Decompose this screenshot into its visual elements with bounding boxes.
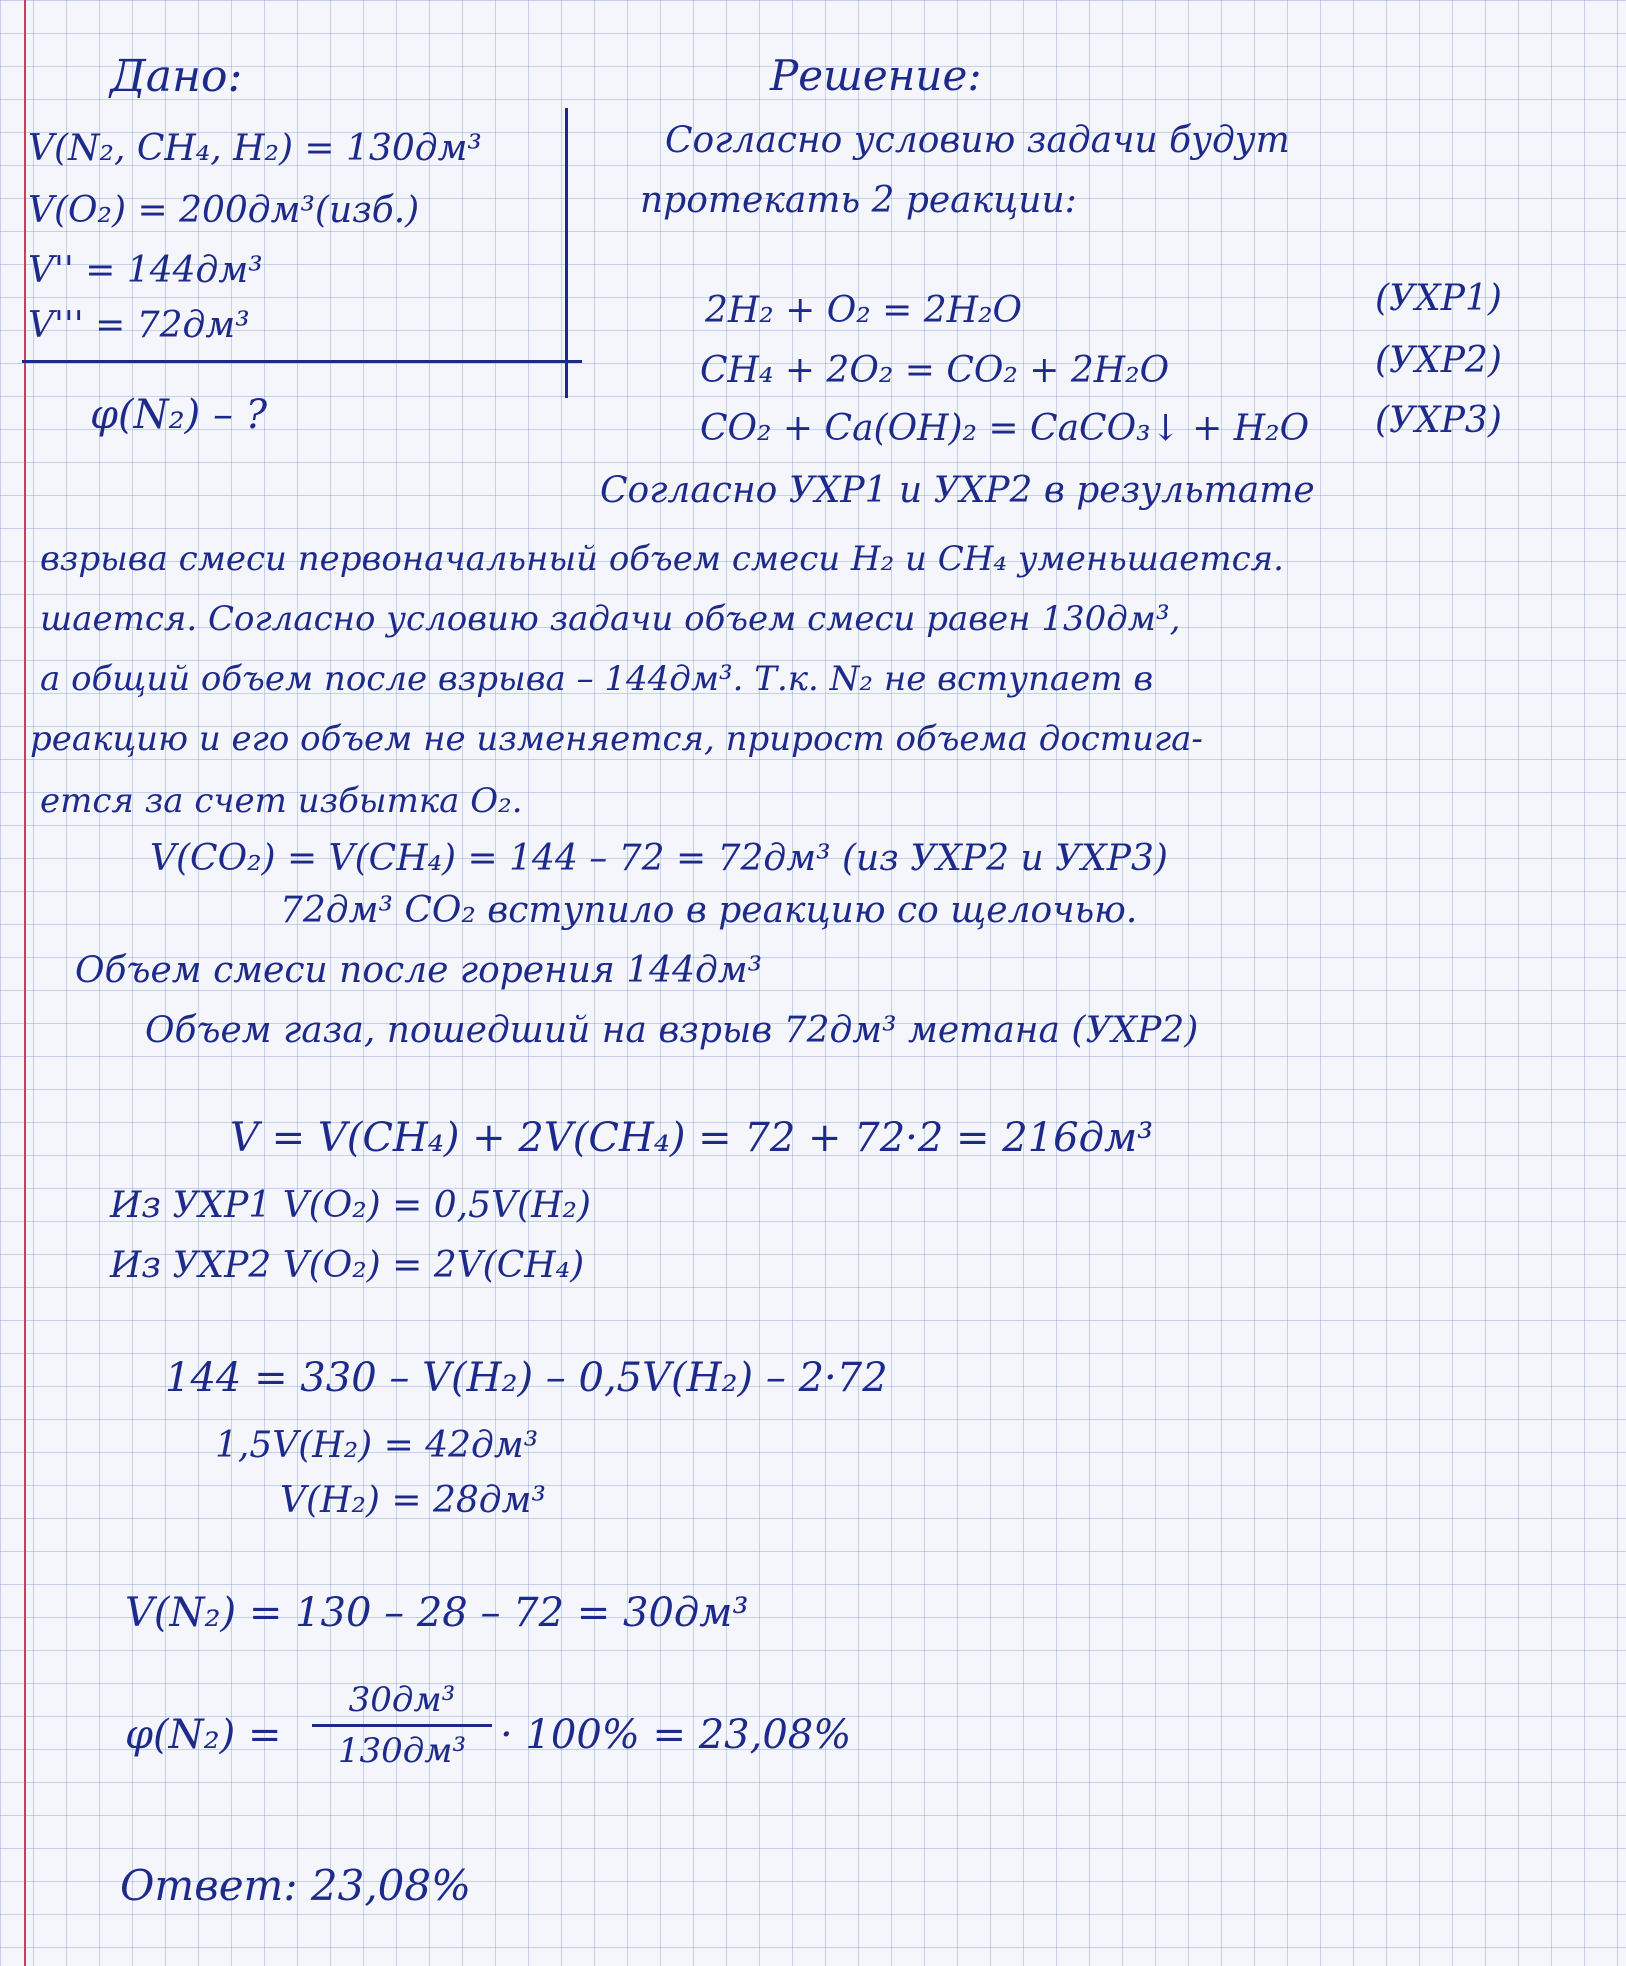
reaction-1-equation: 2H₂ + O₂ = 2H₂O (705, 290, 1023, 331)
from-reaction-1: Из УХР1 V(O₂) = 0,5V(H₂) (110, 1185, 591, 1226)
notebook-margin-line (24, 0, 26, 1966)
find-line: φ(N₂) – ? (90, 392, 268, 438)
co2-note-line: 72дм³ CO₂ вступило в реакцию со щелочью. (280, 890, 1138, 931)
solution-intro-line-1: Согласно условию задачи будут (665, 120, 1290, 161)
fraction-lhs: φ(N₂) = (125, 1712, 282, 1758)
after-burn-line: Объем смеси после горения 144дм³ (75, 950, 763, 991)
reaction-2-tag: (УХР2) (1375, 340, 1502, 381)
fraction (312, 1680, 492, 1771)
reaction-3-equation: CO₂ + Ca(OH)₂ = CaCO₃↓ + H₂O (700, 408, 1310, 449)
from-reaction-2: Из УХР2 V(O₂) = 2V(CH₄) (110, 1245, 585, 1286)
given-line-volume-after-burn: V'' = 144дм³ (28, 250, 263, 291)
fraction-denominator: 130дм³ (337, 1731, 467, 1771)
reaction-2-equation: CH₄ + 2O₂ = CO₂ + 2H₂O (700, 350, 1170, 391)
hydrogen-volume-result: V(H₂) = 28дм³ (280, 1480, 546, 1521)
explanation-line-2: взрыва смеси первоначальный объем смеси H₂ и CH₄ уменьшается. (40, 539, 1284, 579)
gas-used-line: Объем газа, пошедший на взрыв 72дм³ метана (УХР2) (145, 1010, 1199, 1051)
explanation-line-3: шается. Согласно условию задачи объем смеси равен 130дм³, (40, 599, 1181, 639)
given-line-oxygen-volume: V(O₂) = 200дм³(изб.) (28, 190, 420, 231)
reaction-1-tag: (УХР1) (1375, 278, 1502, 319)
hydrogen-equation-step: 1,5V(H₂) = 42дм³ (215, 1425, 539, 1466)
given-line-total-volume: V(N₂, CH₄, H₂) = 130дм³ (28, 128, 482, 169)
given-line-volume-after-alkali: V''' = 72дм³ (28, 305, 250, 346)
explanation-line-6: ется за счет избытка O₂. (40, 781, 523, 821)
given-header: Дано: (110, 51, 243, 102)
solution-header: Решение: (770, 51, 982, 100)
explanation-line-5: реакцию и его объем не изменяется, прирост объема достига- (30, 719, 1203, 759)
nitrogen-volume-calc: V(N₂) = 130 – 28 – 72 = 30дм³ (125, 1590, 749, 1636)
explanation-line-1: Согласно УХР1 и УХР2 в результате (600, 470, 1315, 511)
reaction-3-tag: (УХР3) (1375, 400, 1502, 441)
fraction-numerator: 30дм³ (312, 1680, 492, 1727)
solution-intro-line-2: протекать 2 реакции: (640, 180, 1077, 221)
co2-volume-line: V(CO₂) = V(CH₄) = 144 – 72 = 72дм³ (из УХР2 и УХР3) (150, 838, 1168, 879)
given-divider-vertical (565, 108, 568, 398)
total-volume-calc: V = V(CH₄) + 2V(CH₄) = 72 + 72·2 = 216дм³ (230, 1115, 1154, 1161)
given-divider-horizontal (22, 360, 582, 363)
explanation-line-4: а общий объем после взрыва – 144дм³. Т.к. N₂ не вступает в (40, 659, 1154, 699)
volume-balance-equation: 144 = 330 – V(H₂) – 0,5V(H₂) – 2·72 (165, 1355, 888, 1401)
answer-line: Ответ: 23,08% (120, 1861, 472, 1910)
fraction-rhs: · 100% = 23,08% (500, 1712, 852, 1758)
